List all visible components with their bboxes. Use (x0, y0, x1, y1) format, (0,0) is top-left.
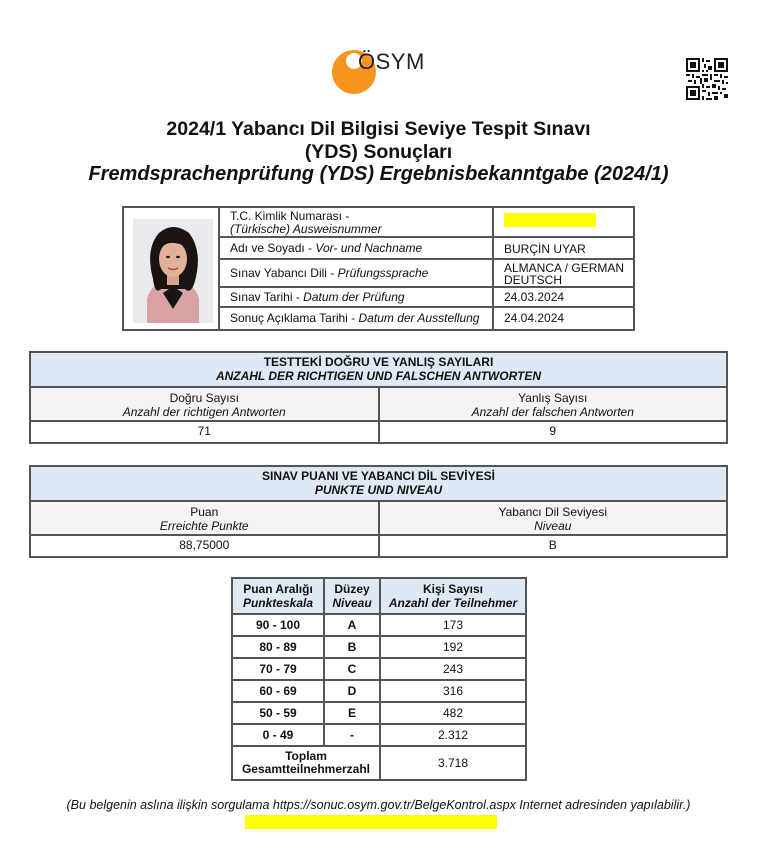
scale-row (232, 724, 526, 746)
osym-logo (332, 47, 442, 97)
logo-text: ÖSYM (358, 49, 425, 74)
wrong-col-header: Yanlış Sayısı Anzahl der falschen Antworten (471, 391, 634, 419)
title-turkish-line2: (YDS) Sonuçları (304, 141, 453, 163)
scale-row (232, 702, 526, 724)
title-german: Fremdsprachenprüfung (YDS) Ergebnisbekanntgabe (2024/1) (88, 163, 669, 185)
qr-code-icon (686, 58, 728, 100)
scale-count: 482 (380, 702, 526, 724)
info-row-name (220, 238, 635, 260)
scale-header-row (232, 578, 526, 614)
name-label-de: Vor- und Nachname (315, 241, 423, 255)
answers-header (31, 353, 726, 388)
scale-count: 192 (380, 636, 526, 658)
scale-range: 0 - 49 (232, 724, 324, 746)
scale-row (232, 658, 526, 680)
scale-row (232, 636, 526, 658)
language-value: ALMANCA / GERMAN DEUTSCH (504, 261, 625, 287)
exam-date-label-de: Datum der Prüfung (303, 290, 405, 304)
total-value: 3.718 (380, 746, 526, 780)
id-label: T.C. Kimlik Numarası - (Türkische) Ausweisnummer (220, 208, 494, 236)
scale-level: - (324, 724, 380, 746)
answers-table (29, 351, 728, 444)
scale-count: 2.312 (380, 724, 526, 746)
result-date-label-de: Datum der Ausstellung (358, 311, 480, 325)
result-date-value: 24.04.2024 (504, 311, 565, 325)
level-col-header: Düzey Niveau (324, 578, 380, 614)
info-row-language (220, 260, 635, 288)
scale-range: 90 - 100 (232, 614, 324, 636)
score-title: SINAV PUANI VE YABANCI DİL SEVİYESİ (262, 469, 495, 483)
scale-row (232, 680, 526, 702)
exam-date-label: Sınav Tarihi - Datum der Prüfung (220, 288, 494, 306)
score-header (31, 467, 726, 502)
scale-level: C (324, 658, 380, 680)
info-row-id (220, 208, 635, 238)
info-row-exam-date (220, 288, 635, 308)
count-col-header: Kişi Sayısı Anzahl der Teilnehmer (380, 578, 526, 614)
result-date-label: Sonuç Açıklama Tarihi - Datum der Ausstellung (220, 308, 494, 329)
level-col-header: Yabancı Dil Seviyesi Niveau (498, 505, 607, 533)
id-value (496, 208, 635, 236)
level-value: B (548, 538, 557, 552)
score-table (29, 465, 728, 558)
score-values (31, 536, 726, 556)
language-label-de: Prüfungssprache (337, 266, 429, 280)
correct-col-header: Doğru Sayısı Anzahl der richtigen Antworten (31, 388, 380, 420)
score-columns (31, 502, 726, 536)
answers-columns (31, 388, 726, 422)
name-value: BURÇİN UYAR (504, 242, 586, 256)
total-label: Toplam Gesamtteilnehmerzahl (232, 746, 380, 780)
verification-note: (Bu belgenin aslına ilişkin sorgulama https://sonuc.osym.gov.tr/BelgeKontrol.aspx Internet adresinden yapılabilir.) (66, 798, 691, 812)
score-subtitle: PUNKTE UND NIVEAU (314, 483, 443, 497)
answers-values (31, 422, 726, 442)
scale-row (232, 614, 526, 636)
candidate-info-table (122, 206, 635, 331)
scale-level: E (324, 702, 380, 724)
title-turkish: 2024/1 Yabancı Dil Bilgisi Seviye Tespit Sınavı (166, 118, 591, 140)
id-label-de: (Türkische) Ausweisnummer (230, 222, 382, 236)
score-scale-table (231, 577, 527, 781)
points-value: 88,75000 (31, 536, 380, 556)
scale-count: 316 (380, 680, 526, 702)
scale-range: 70 - 79 (232, 658, 324, 680)
verification-code-redaction (245, 815, 497, 829)
id-value-redaction (504, 213, 596, 227)
scale-total-row (232, 746, 526, 780)
scale-range: 60 - 69 (232, 680, 324, 702)
answers-title: TESTTEKİ DOĞRU VE YANLIŞ SAYILARI (263, 355, 494, 369)
scale-level: A (324, 614, 380, 636)
scale-count: 173 (380, 614, 526, 636)
points-col-header: Puan Erreichte Punkte (31, 502, 380, 534)
candidate-photo (133, 219, 213, 323)
correct-count: 71 (31, 422, 380, 442)
wrong-count: 9 (549, 424, 557, 438)
exam-date-value: 24.03.2024 (504, 290, 565, 304)
scale-count: 243 (380, 658, 526, 680)
scale-range: 80 - 89 (232, 636, 324, 658)
scale-level: B (324, 636, 380, 658)
scale-range: 50 - 59 (232, 702, 324, 724)
language-label: Sınav Yabancı Dili - Prüfungssprache (220, 260, 494, 286)
answers-subtitle: ANZAHL DER RICHTIGEN UND FALSCHEN ANTWORTEN (215, 369, 542, 383)
name-label: Adı ve Soyadı - Vor- und Nachname (220, 238, 494, 258)
scale-level: D (324, 680, 380, 702)
info-row-result-date (220, 308, 635, 329)
range-col-header: Puan Aralığı Punkteskala (232, 578, 324, 614)
photo-cell (124, 208, 220, 329)
